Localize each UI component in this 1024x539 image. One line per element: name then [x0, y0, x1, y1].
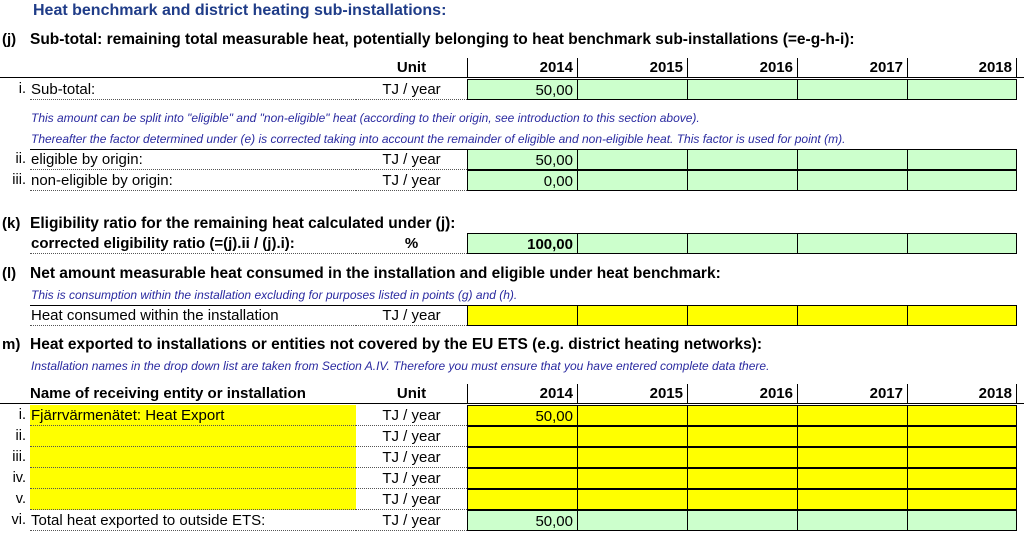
- export-row: [0, 468, 1024, 489]
- row-label: eligible by origin:: [30, 149, 356, 170]
- year-header: 2018: [907, 58, 1017, 78]
- receiving-entity-select[interactable]: [30, 426, 356, 447]
- section-l-letter: (l): [2, 265, 17, 282]
- section-m-header-row: [0, 384, 1024, 404]
- value-cell[interactable]: [687, 149, 797, 170]
- receiving-entity-select[interactable]: [30, 468, 356, 489]
- value-cell[interactable]: [687, 233, 797, 254]
- value-cell[interactable]: [907, 468, 1017, 489]
- receiving-entity-select[interactable]: [30, 447, 356, 468]
- value-cell[interactable]: 50,00: [467, 405, 577, 426]
- value-cell[interactable]: [797, 305, 907, 326]
- row-unit: TJ / year: [356, 149, 467, 170]
- value-cell[interactable]: [467, 426, 577, 447]
- row-unit: TJ / year: [356, 405, 467, 426]
- value-cell[interactable]: [907, 510, 1017, 531]
- value-cell[interactable]: [687, 305, 797, 326]
- value-cell[interactable]: [797, 447, 907, 468]
- year-header: 2015: [577, 58, 687, 78]
- section-j-title: Sub-total: remaining total measurable heat, potentially belonging to heat benchmark sub-installations (=e-g-h-i):: [30, 31, 855, 48]
- row-index: iv.: [12, 470, 26, 486]
- section-j-note-2: Thereafter the factor determined under (e) is corrected taking into account the remainder of eligible and non-eligible heat. This factor is used for point (m).: [31, 132, 846, 146]
- row-unit: TJ / year: [356, 447, 467, 468]
- row-unit: TJ / year: [356, 489, 467, 510]
- value-cell[interactable]: [577, 405, 687, 426]
- export-row: [0, 489, 1024, 510]
- row-label: corrected eligibility ratio (=(j).ii / (j).i):: [30, 233, 356, 254]
- value-cell[interactable]: 0,00: [467, 170, 577, 191]
- value-cell[interactable]: [907, 149, 1017, 170]
- value-cell[interactable]: [577, 233, 687, 254]
- value-cell[interactable]: [577, 468, 687, 489]
- row-index: ii.: [15, 151, 26, 167]
- unit-header: Unit: [396, 59, 427, 76]
- value-cell[interactable]: [797, 79, 907, 100]
- row-index: iii.: [12, 449, 26, 465]
- year-header: 2014: [467, 384, 577, 404]
- value-cell[interactable]: [577, 426, 687, 447]
- subtotal-row: [0, 79, 1024, 100]
- value-cell[interactable]: [687, 426, 797, 447]
- section-j-header-row: [0, 58, 1024, 78]
- value-cell[interactable]: [687, 447, 797, 468]
- value-cell[interactable]: [577, 510, 687, 531]
- row-index: ii.: [15, 428, 26, 444]
- value-cell[interactable]: [577, 305, 687, 326]
- year-header: 2014: [467, 58, 577, 78]
- value-cell[interactable]: [797, 489, 907, 510]
- value-cell[interactable]: [467, 305, 577, 326]
- value-cell[interactable]: [577, 447, 687, 468]
- value-cell[interactable]: [687, 170, 797, 191]
- page-title: Heat benchmark and district heating sub-installations:: [33, 2, 447, 19]
- value-cell[interactable]: [907, 305, 1017, 326]
- value-cell[interactable]: [907, 170, 1017, 191]
- value-cell[interactable]: 100,00: [467, 233, 577, 254]
- value-cell[interactable]: [797, 510, 907, 531]
- year-header: 2018: [907, 384, 1017, 404]
- value-cell[interactable]: [797, 426, 907, 447]
- eligibility-ratio-row: [0, 233, 1024, 254]
- row-index: vi.: [11, 512, 26, 528]
- row-index: iii.: [12, 172, 26, 188]
- value-cell[interactable]: [797, 149, 907, 170]
- export-row: [0, 426, 1024, 447]
- row-label: Sub-total:: [30, 79, 356, 100]
- value-cell[interactable]: [577, 79, 687, 100]
- section-j-letter: (j): [2, 31, 17, 48]
- value-cell[interactable]: [907, 426, 1017, 447]
- section-k-letter: (k): [2, 215, 21, 232]
- section-j-note-1: This amount can be split into "eligible" and "non-eligible" heat (according to their origin, see introduction to this section above).: [31, 111, 700, 125]
- section-m-title: Heat exported to installations or entities not covered by the EU ETS (e.g. district heating networks):: [30, 336, 763, 353]
- row-unit: TJ / year: [356, 305, 467, 326]
- value-cell[interactable]: [687, 79, 797, 100]
- section-l-title: Net amount measurable heat consumed in the installation and eligible under heat benchmark:: [30, 265, 721, 282]
- value-cell[interactable]: [467, 468, 577, 489]
- row-index: v.: [15, 491, 26, 507]
- value-cell[interactable]: [797, 170, 907, 191]
- value-cell[interactable]: [467, 447, 577, 468]
- row-label: Total heat exported to outside ETS:: [30, 510, 356, 531]
- row-index: i.: [18, 407, 26, 423]
- unit-header: Unit: [396, 385, 427, 402]
- year-header: 2017: [797, 384, 907, 404]
- value-cell[interactable]: [797, 468, 907, 489]
- year-header: 2017: [797, 58, 907, 78]
- section-m-note: Installation names in the drop down list are taken from Section A.IV. Therefore you must ensure that you have entered complete data there.: [31, 359, 770, 373]
- value-cell[interactable]: [907, 79, 1017, 100]
- row-index: i.: [18, 81, 26, 97]
- receiving-entity-header: Name of receiving entity or installation: [30, 385, 306, 402]
- value-cell[interactable]: [577, 489, 687, 510]
- value-cell[interactable]: [687, 510, 797, 531]
- noneligible-row: [0, 170, 1024, 191]
- export-row: [0, 447, 1024, 468]
- value-cell[interactable]: [687, 489, 797, 510]
- value-cell[interactable]: [907, 405, 1017, 426]
- row-unit: TJ / year: [356, 170, 467, 191]
- value-cell[interactable]: [467, 489, 577, 510]
- row-unit: %: [356, 233, 467, 254]
- receiving-entity-select[interactable]: [30, 489, 356, 510]
- heat-consumed-row: [0, 305, 1024, 326]
- total-export-row: [0, 510, 1024, 531]
- row-unit: TJ / year: [356, 468, 467, 489]
- value-cell[interactable]: [577, 170, 687, 191]
- year-header: 2016: [687, 58, 797, 78]
- value-cell[interactable]: 50,00: [467, 510, 577, 531]
- row-unit: TJ / year: [356, 426, 467, 447]
- row-label: Heat consumed within the installation: [30, 305, 356, 326]
- value-cell[interactable]: 50,00: [467, 79, 577, 100]
- row-unit: TJ / year: [356, 79, 467, 100]
- row-label: non-eligible by origin:: [30, 170, 356, 191]
- value-cell[interactable]: [577, 149, 687, 170]
- value-cell[interactable]: [797, 233, 907, 254]
- receiving-entity-select[interactable]: Fjärrvärmenätet: Heat Export: [30, 405, 356, 426]
- export-row: [0, 405, 1024, 426]
- year-header: 2016: [687, 384, 797, 404]
- value-cell[interactable]: [907, 233, 1017, 254]
- value-cell[interactable]: [797, 405, 907, 426]
- row-unit: TJ / year: [356, 510, 467, 531]
- section-l-note: This is consumption within the installation excluding for purposes listed in points (g) and (h).: [31, 288, 518, 302]
- year-header: 2015: [577, 384, 687, 404]
- value-cell[interactable]: [907, 489, 1017, 510]
- eligible-row: [0, 149, 1024, 170]
- value-cell[interactable]: [687, 468, 797, 489]
- section-m-letter: m): [2, 336, 21, 353]
- section-k-title: Eligibility ratio for the remaining heat calculated under (j):: [30, 215, 456, 232]
- value-cell[interactable]: [907, 447, 1017, 468]
- value-cell[interactable]: 50,00: [467, 149, 577, 170]
- value-cell[interactable]: [687, 405, 797, 426]
